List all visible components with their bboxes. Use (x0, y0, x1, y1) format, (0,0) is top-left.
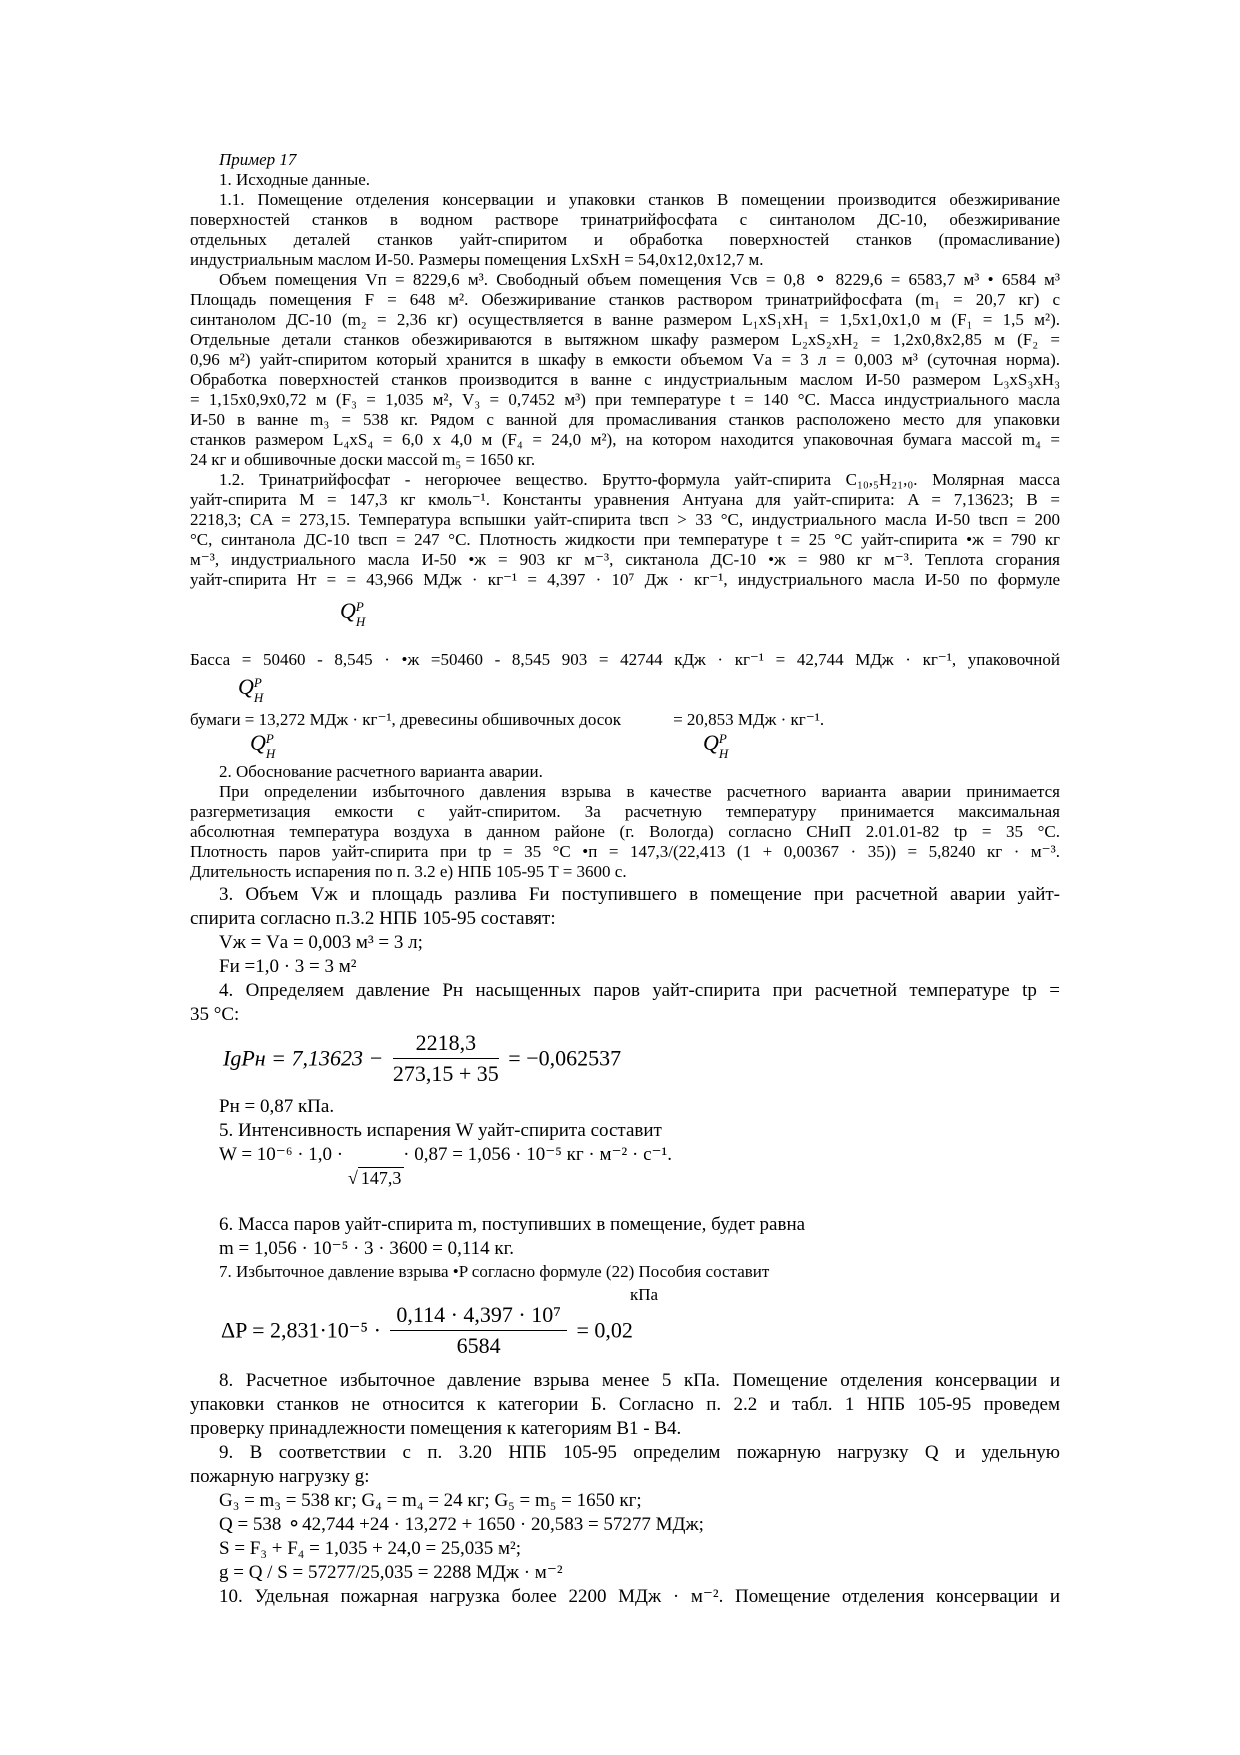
formula-specific-load: g = Q / S = 57277/25,035 = 2288 МДж · м⁻² (219, 1562, 563, 1583)
formula-area-sum: S = F₃ + F₄ = 1,035 + 24,0 = 25,035 м²; (219, 1538, 522, 1559)
paragraph-1-1-line: поверхностей станков в водном растворе тринатрийфосфата с синтанолом ДС-10, обезжиривание (190, 210, 1060, 229)
section-2-heading: 2. Обоснование расчетного варианта аварии. (219, 762, 543, 781)
paragraph-1-1-line: 1.1. Помещение отделения консервации и упаковки станков В помещении производится обезжиривание (219, 190, 1060, 209)
paragraph-2-line: Плотность паров уайт-спирита при tр = 35 °C •п = 147,3/(22,413 (1 + 0,00367 · 35)) = 5,8240 кг · м⁻³. (190, 842, 1060, 861)
paragraph-1-2-line: °C, синтанола ДС-10 tвсп = 247 °C. Плотность жидкости при температуре t = 25 °C уайт-спирита •ж = 790 кг (190, 530, 1060, 549)
paragraph-8-line: 8. Расчетное избыточное давление взрыва менее 5 кПа. Помещение отделения консервации и (219, 1370, 1060, 1391)
formula-masses: G₃ = m₃ = 538 кг; G₄ = m₄ = 24 кг; G₅ = m₅ = 1650 кг; (219, 1490, 642, 1511)
paragraph-3-line: спирита согласно п.3.2 НПБ 105-95 составят: (190, 908, 556, 929)
paragraph-1-2-line: 1.2. Тринатрийфосфат - негорючее вещество. Брутто-формула уайт-спирита C₁₀,₅H₂₁,₀. Молярная масса (219, 470, 1060, 489)
paragraph-volume-line: Площадь помещения F = 648 м². Обезжиривание станков раствором тринатрийфосфата (m₁ = 20,7 кг) с (190, 290, 1060, 309)
paragraph-1-2-line: уайт-спирита M = 147,3 кг кмоль⁻¹. Константы уравнения Антуана для уайт-спирита: A = 7,13623; B = (190, 490, 1060, 509)
pressure-unit-label: кПа (630, 1285, 659, 1304)
paragraph-1-1-line: индустриальным маслом И-50. Размеры помещения LxSxH = 54,0x12,0x12,7 м. (190, 250, 764, 269)
paragraph-8-line: упаковки станков не относится к категории Б. Согласно п. 2.2 и табл. 1 НПБ 105-95 проведем (190, 1394, 1060, 1415)
antoine-equation: IgPн = 7,13623 − $\frac{2218,3}{273,15 + 35}$ = −0,062537 (223, 1030, 622, 1086)
heat-of-combustion-symbol: Q P H (340, 598, 366, 629)
formula-volume: Vж = Vа = 0,003 м³ = 3 л; (219, 932, 423, 953)
evaporation-rate-equation: W = 10⁻⁶ · 1,0 · · 0,87 = 1,056 · 10⁻⁵ кг · м⁻² · с⁻¹. (219, 1144, 672, 1165)
paragraph-6: 6. Масса паров уайт-спирита m, поступивших в помещение, будет равна (219, 1214, 806, 1235)
paragraph-4-line: 4. Определяем давление Pн насыщенных паров уайт-спирита при расчетной температуре tр = (219, 980, 1060, 1001)
formula-fire-load: Q = 538 ⚬42,744 +24 · 13,272 + 1650 · 20,583 = 57277 МДж; (219, 1514, 704, 1535)
paragraph-2-line: абсолютная температура воздуха в данном районе (г. Вологда) согласно СНиП 2.01.01-82 tр = 35 °C. (190, 822, 1060, 841)
paragraph-1-2-line: уайт-спирита Hт = = 43,966 МДж · кг⁻¹ = 4,397 · 10⁷ Дж · кг⁻¹, индустриального масла И-50 по формуле (190, 570, 1060, 589)
heat-of-combustion-symbol: Q P H (238, 674, 264, 705)
paragraph-volume-line: 24 кг и обшивочные доски массой m₅ = 1650 кг. (190, 450, 536, 469)
heat-of-combustion-symbol: Q P H (703, 730, 729, 761)
paragraph-9-line: 9. В соответствии с п. 3.20 НПБ 105-95 определим пожарную нагрузку Q и удельную (219, 1442, 1060, 1463)
paragraph-volume-line: Объем помещения Vп = 8229,6 м³. Свободный объем помещения Vсв = 0,8 ⚬ 8229,6 = 6583,7 м³ • 6584 м³ (219, 270, 1060, 289)
overpressure-equation: ΔP = 2,831·10⁻⁵ · $\frac{\text{0,114 · 4,397 · 10⁷}}{6584}$ = 0,02 (221, 1302, 633, 1358)
section-1-heading: 1. Исходные данные. (219, 170, 371, 189)
example-title: Пример 17 (219, 150, 297, 169)
paragraph-volume-line: синтанолом ДС-10 (m₂ = 2,36 кг) осуществляется в ванне размером L₁xS₁xH₁ = 1,5x1,0x1,0 м (F₁ = 1,5 м²). (190, 310, 1060, 329)
vapor-mass-equation: m = 1,056 · 10⁻⁵ · 3 · 3600 = 0,114 кг. (219, 1238, 515, 1259)
paragraph-1-2-line: 2218,3; CA = 273,15. Температура вспышки уайт-спирита tвсп > 33 °C, индустриального масла И-50 tвсп = 200 (190, 510, 1060, 529)
heat-of-combustion-symbol: Q P H (250, 730, 276, 761)
paragraph-volume-line: станков размером L₄xS₄ = 6,0 х 4,0 м (F₄ = 24,0 м²), на котором находится упаковочная бумага массой m₄ = (190, 430, 1060, 449)
paragraph-8-line: проверку принадлежности помещения к категориям В1 - В4. (190, 1418, 682, 1439)
paragraph-volume-line: Отдельные детали станков обезжириваются в вытяжном шкафу размером L₂xS₂xH₂ = 1,2x0,8x2,85 м (F₂ = (190, 330, 1060, 349)
paragraph-10-line: 10. Удельная пожарная нагрузка более 2200 МДж · м⁻². Помещение отделения консервации и (219, 1586, 1060, 1607)
paragraph-4-line: 35 °C: (190, 1004, 240, 1025)
paragraph-2-line: разгерметизация емкости с уайт-спиритом. За расчетную температуру принимается максимальная (190, 802, 1060, 821)
paragraph-volume-line: Обработка поверхностей станков производится в ванне с индустриальным маслом И-50 размером L₃xS₃xH₃ (190, 370, 1060, 389)
paragraph-9-line: пожарную нагрузку g: (190, 1466, 370, 1487)
paragraph-1-2-paper: бумаги = 13,272 МДж · кг⁻¹, древесины обшивочных досок = 20,853 МДж · кг⁻¹. (190, 710, 825, 729)
paragraph-1-2-bassa: Басса = 50460 - 8,545 · •ж =50460 - 8,545 903 = 42744 кДж · кг⁻¹ = 42,744 МДж · кг⁻¹, упаковочной (190, 650, 1060, 669)
sqrt-molar-mass: √ 147,3 (348, 1168, 404, 1189)
paragraph-volume-line: И-50 в ванне m₃ = 538 кг. Рядом с ванной для промасливания станков расположено место для упаковки (190, 410, 1060, 429)
paragraph-5: 5. Интенсивность испарения W уайт-спирита составит (219, 1120, 662, 1141)
formula-area: Fи =1,0 · 3 = 3 м² (219, 956, 357, 977)
paragraph-3-line: 3. Объем Vж и площадь разлива Fи поступившего в помещение при расчетной аварии уайт- (219, 884, 1060, 905)
paragraph-1-2-line: м⁻³, индустриального масла И-50 •ж = 903 кг м⁻³, сиктанола ДС-10 •ж = 980 кг м⁻³. Теплота сгорания (190, 550, 1060, 569)
paragraph-1-1-line: отдельных деталей станков уайт-спиритом и обработка поверхностей станков (промасливание) (190, 230, 1060, 249)
paragraph-7: 7. Избыточное давление взрыва •P согласно формуле (22) Пособия составит (219, 1262, 770, 1281)
paragraph-2-line: При определении избыточного давления взрыва в качестве расчетного варианта аварии принимается (219, 782, 1060, 801)
saturated-pressure-result: Pн = 0,87 кПа. (219, 1096, 335, 1117)
paragraph-volume-line: 0,96 м²) уайт-спиритом который хранится в шкафу в емкости объемом Vа = 3 л = 0,003 м³ (суточная норма). (190, 350, 1060, 369)
paragraph-volume-line: = 1,15x0,9x0,72 м (F₃ = 1,035 м², V₃ = 0,7452 м³) при температуре t = 140 °C. Масса индустриального масла (190, 390, 1060, 409)
paragraph-2-line: Длительность испарения по п. 3.2 е) НПБ 105-95 T = 3600 с. (190, 862, 627, 881)
